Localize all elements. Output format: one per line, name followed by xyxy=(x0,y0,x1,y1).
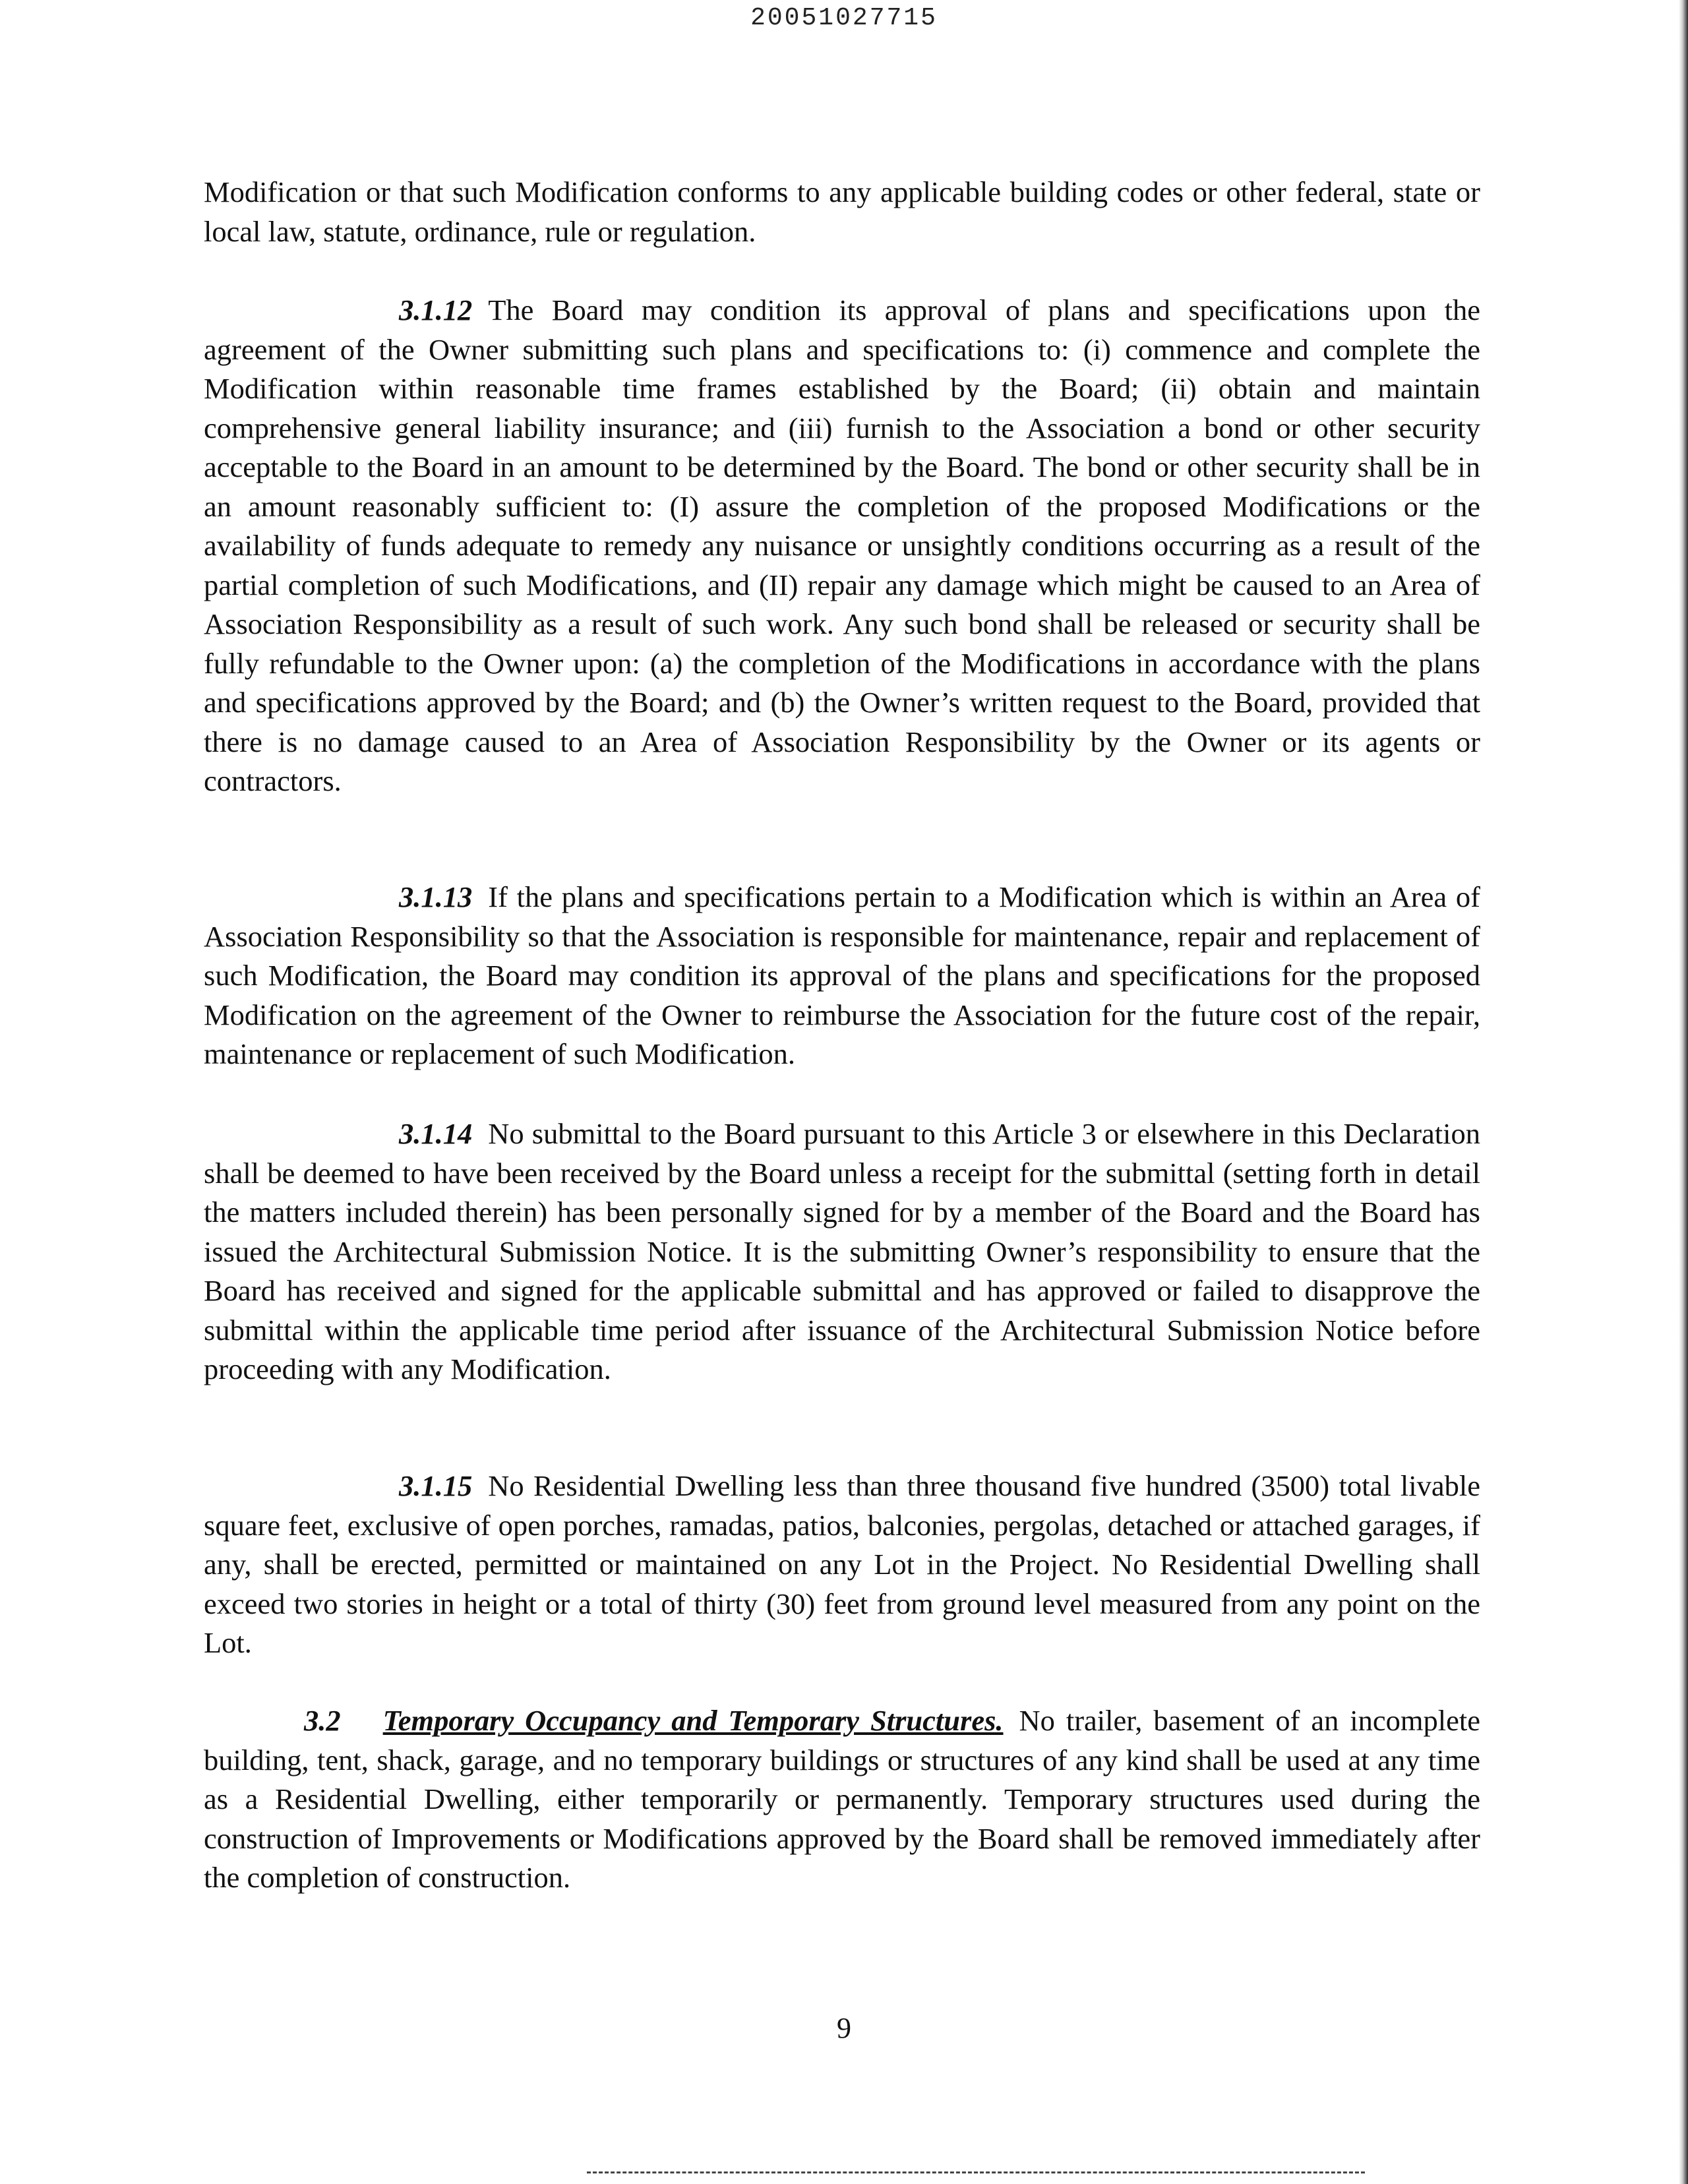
section-number: 3.1.14 xyxy=(399,1117,473,1150)
section-number: 3.1.12 xyxy=(399,293,473,326)
section-number: 3.1.15 xyxy=(399,1469,473,1502)
scan-edge xyxy=(1679,0,1688,2184)
section-text: The Board may condition its approval of plans and specifications upon the agreement of the Owner submitting such plans and specifications to: (i) commence and complete the Modification within reasonable time frames established by the Board; (ii) obtain and maintain comprehensive general liability insurance; and (iii) furnish to the Association a bond or other security acceptable to the Board in an amount to be determined by the Board. The bond or other security shall be in an amount reasonably sufficient to: (I) assure the completion of the proposed Modifications or the availability of funds adequate to remedy any nuisance or unsightly conditions occurring as a result of the partial completion of such Modifications, and (II) repair any damage which might be caused to an Area of Association Responsibility as a result of such work. Any such bond shall be released or security shall be fully refundable to the Owner upon: (a) the completion of the Modifications in accordance with the plans and specifications approved by the Board; and (b) the Owner’s written request to the Board, provided that there is no damage caused to an Area of Association Responsibility by the Owner or its agents or contractors. xyxy=(204,293,1480,797)
section-3-1-13 xyxy=(204,878,1480,1074)
document-number: 20051027715 xyxy=(750,4,938,32)
section-3-1-14-paragraph xyxy=(204,1114,1480,1389)
section-text: No trailer, basement of an incomplete building, tent, shack, garage, and no temporary buildings or structures of any kind shall be used at any time as a Residential Dwelling, either temporarily or permanently. Temporary structures used during the construction of Improvements or Modifications approved by the Board shall be removed immediately after the completion of construction. xyxy=(204,1704,1480,1894)
section-number: 3.1.13 xyxy=(399,880,473,913)
section-3-1-12-paragraph xyxy=(204,291,1480,801)
section-3-1-15 xyxy=(204,1467,1480,1663)
section-text: If the plans and specifications pertain to a Modification which is within an Area of Association Responsibility so that the Association is responsible for maintenance, repair and replacement of such Modification, the Board may condition its approval of the plans and specifications for the proposed Modification on the agreement of the Owner to reimburse the Association for the future cost of the repair, maintenance or replacement of such Modification. xyxy=(204,880,1480,1070)
section-3-1-13-paragraph xyxy=(204,878,1480,1074)
section-text: No submittal to the Board pursuant to this Article 3 or elsewhere in this Declaration shall be deemed to have been received by the Board unless a receipt for the submittal (setting forth in detail the matters included therein) has been personally signed for by a member of the Board and the Board has issued the Architectural Submission Notice. It is the submitting Owner’s responsibility to ensure that the Board has received and signed for the applicable submittal and has approved or failed to disapprove the submittal within the applicable time period after issuance of the Architectural Submission Notice before proceeding with any Modification. xyxy=(204,1117,1480,1385)
intro-text: Modification or that such Modification conforms to any applicable building codes or other federal, state or local law, statute, ordinance, rule or regulation. xyxy=(204,175,1480,248)
section-text: No Residential Dwelling less than three thousand five hundred (3500) total livable square feet, exclusive of open porches, ramadas, patios, balconies, pergolas, detached or attached garages, if any, shall be erected, permitted or maintained on any Lot in the Project. No Residential Dwelling shall exceed two stories in height or a total of thirty (30) feet from ground level measured from any point on the Lot. xyxy=(204,1469,1480,1659)
section-3-1-12 xyxy=(204,291,1480,801)
intro-paragraph xyxy=(204,173,1480,251)
section-title: Temporary Occupancy and Temporary Structures. xyxy=(382,1704,1004,1737)
section-3-1-15-paragraph xyxy=(204,1467,1480,1663)
section-number: 3.2 xyxy=(304,1704,341,1737)
section-3-2 xyxy=(204,1701,1480,1898)
section-3-1-14 xyxy=(204,1114,1480,1389)
page-number: 9 xyxy=(837,2012,851,2044)
section-3-2-paragraph xyxy=(204,1701,1480,1898)
scan-mark xyxy=(587,2171,1365,2173)
